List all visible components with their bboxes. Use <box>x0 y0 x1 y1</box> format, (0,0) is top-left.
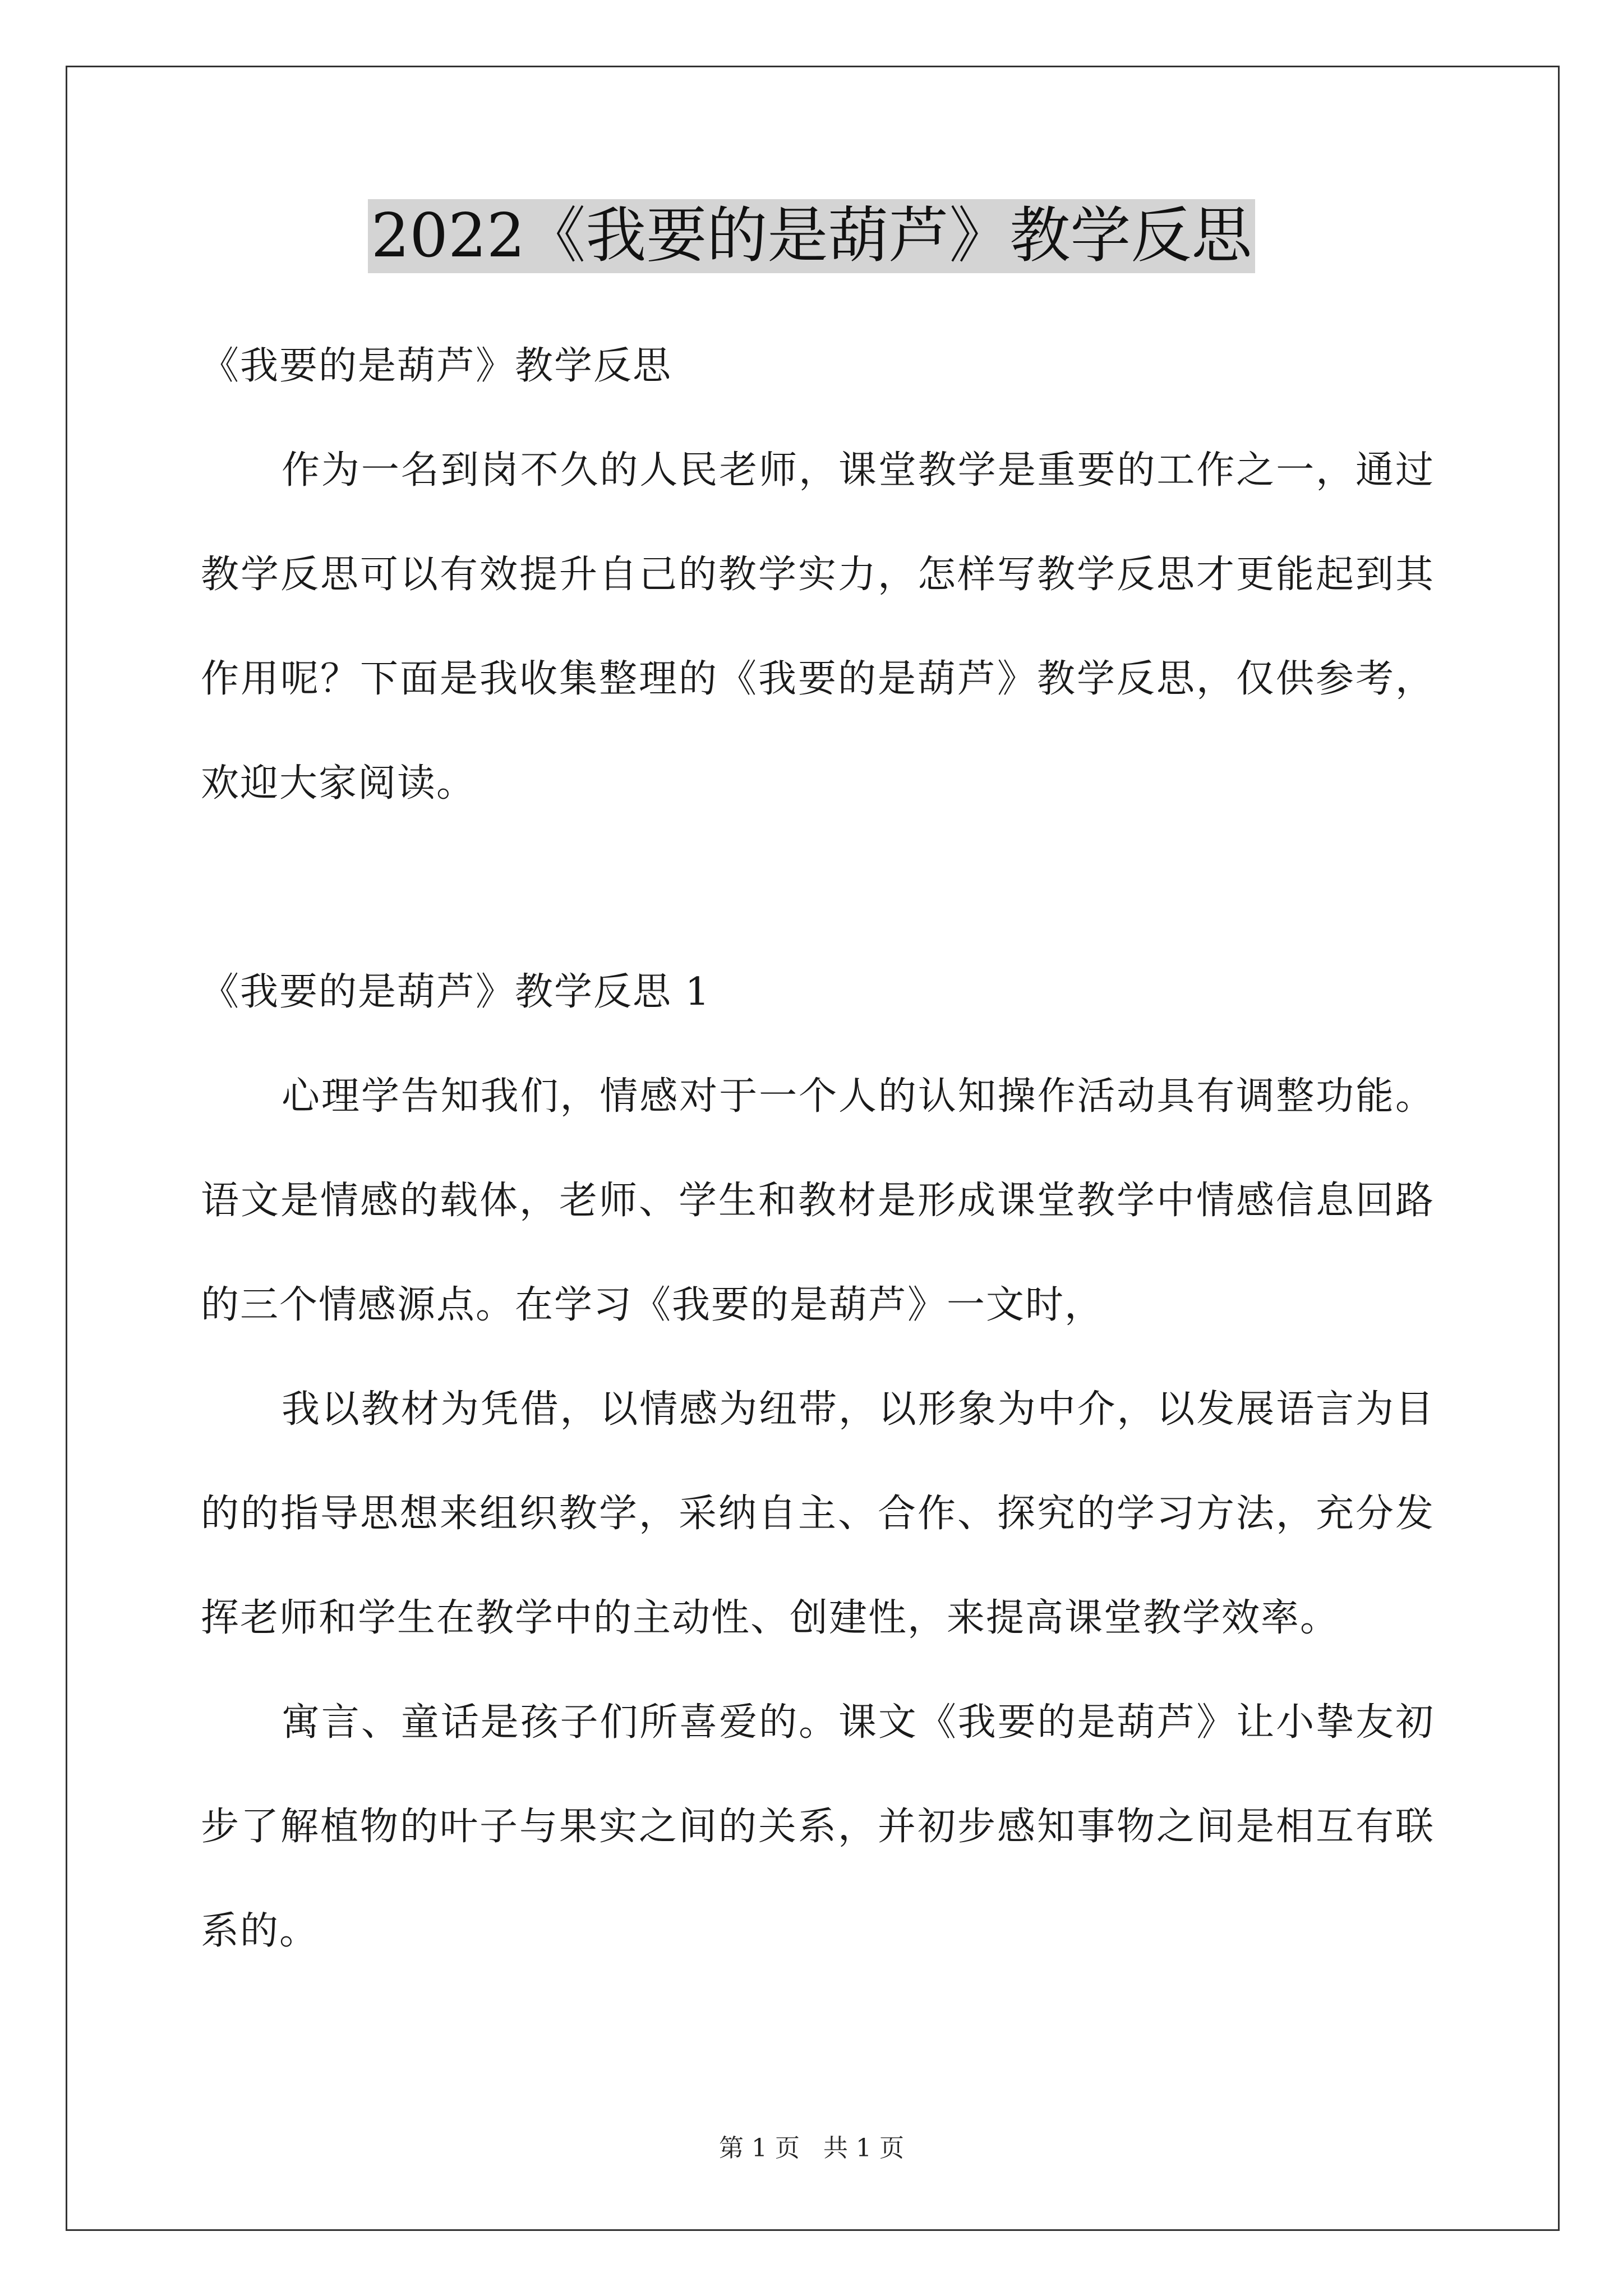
page-number-current: 第 1 页 <box>719 2134 800 2162</box>
paragraph-fables: 寓言、童话是孩子们所喜爱的。课文《我要的是葫芦》让小挚友初步了解植物的叶子与果实之间的关系，并初步感知事物之间是相互有联系的。 <box>201 1700 1435 1953</box>
section-heading-intro: 《我要的是葫芦》教学反思 <box>201 344 672 388</box>
paragraph-teaching-approach: 我以教材为凭借，以情感为纽带，以形象为中介，以发展语言为目的的指导思想来组织教学，采纳自主、合作、探究的学习方法，充分发挥老师和学生在教学中的主动性、创建性，来提高课堂教学效率。 <box>201 1387 1435 1640</box>
page-number-total: 共 1 页 <box>823 2134 904 2162</box>
paragraph-intro: 作为一名到岗不久的人民老师，课堂教学是重要的工作之一，通过教学反思可以有效提升自己的教学实力，怎样写教学反思才更能起到其作用呢？下面是我收集整理的《我要的是葫芦》教学反思，仅供参考，欢迎大家阅读。 <box>201 448 1435 806</box>
section-spacer <box>201 836 1435 940</box>
page-footer <box>0 2132 1623 2165</box>
paragraph-psychology: 心理学告知我们，情感对于一个人的认知操作活动具有调整功能。语文是情感的载体，老师、学生和教材是形成课堂教学中情感信息回路的三个情感源点。在学习《我要的是葫芦》一文时， <box>201 1074 1435 1327</box>
document-title: 2022《我要的是葫芦》教学反思 <box>368 199 1256 273</box>
section-heading-1: 《我要的是葫芦》教学反思 1 <box>201 970 711 1014</box>
document-body <box>201 314 1435 1984</box>
title-container <box>0 199 1623 273</box>
